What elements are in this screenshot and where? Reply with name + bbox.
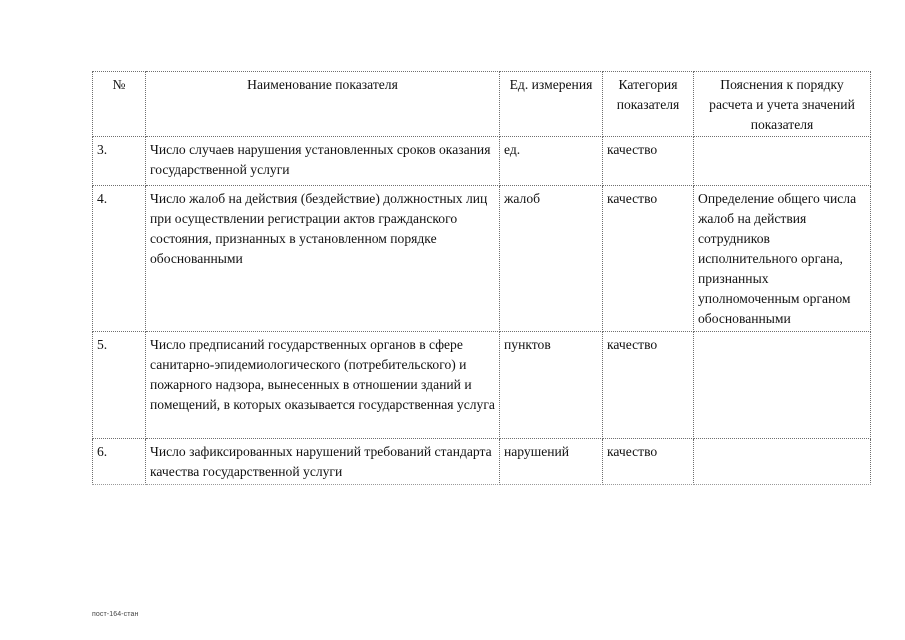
row-name: Число зафиксированных нарушений требований стандарта качества государственной услуги (146, 439, 500, 485)
row-unit: пунктов (500, 332, 603, 439)
header-category: Категория показателя (603, 72, 694, 137)
row-category: качество (603, 137, 694, 186)
row-unit: нарушений (500, 439, 603, 485)
table-row (93, 137, 871, 186)
row-category: качество (603, 186, 694, 332)
row-notes (694, 137, 871, 186)
indicators-table (92, 71, 871, 485)
row-notes (694, 439, 871, 485)
row-unit: ед. (500, 137, 603, 186)
table-header-row (93, 72, 871, 137)
row-name: Число предписаний государственных органов в сфере санитарно-эпидемиологического (потребительского) и пожарного надзора, вынесенных в отношении зданий и помещений, в которых оказывается государственная услуга (146, 332, 500, 439)
header-num: № (93, 72, 146, 137)
row-number: 3. (93, 137, 146, 186)
row-name: Число жалоб на действия (бездействие) должностных лиц при осуществлении регистрации актов гражданского состояния, признанных в установленном порядке обоснованными (146, 186, 500, 332)
table-row (93, 332, 871, 439)
row-notes (694, 332, 871, 439)
table-row (93, 186, 871, 332)
row-unit: жалоб (500, 186, 603, 332)
header-notes: Пояснения к порядку расчета и учета значений показателя (694, 72, 871, 137)
footer-file-label: пост-164-стан (92, 611, 139, 618)
row-number: 5. (93, 332, 146, 439)
row-notes: Определение общего числа жалоб на действия сотрудников исполнительного органа, признанных уполномоченным органом обоснованными (694, 186, 871, 332)
row-number: 6. (93, 439, 146, 485)
table-row (93, 439, 871, 485)
row-name: Число случаев нарушения установленных сроков оказания государственной услуги (146, 137, 500, 186)
header-unit: Ед. измерения (500, 72, 603, 137)
row-category: качество (603, 439, 694, 485)
header-name: Наименование показателя (146, 72, 500, 137)
row-number: 4. (93, 186, 146, 332)
row-category: качество (603, 332, 694, 439)
